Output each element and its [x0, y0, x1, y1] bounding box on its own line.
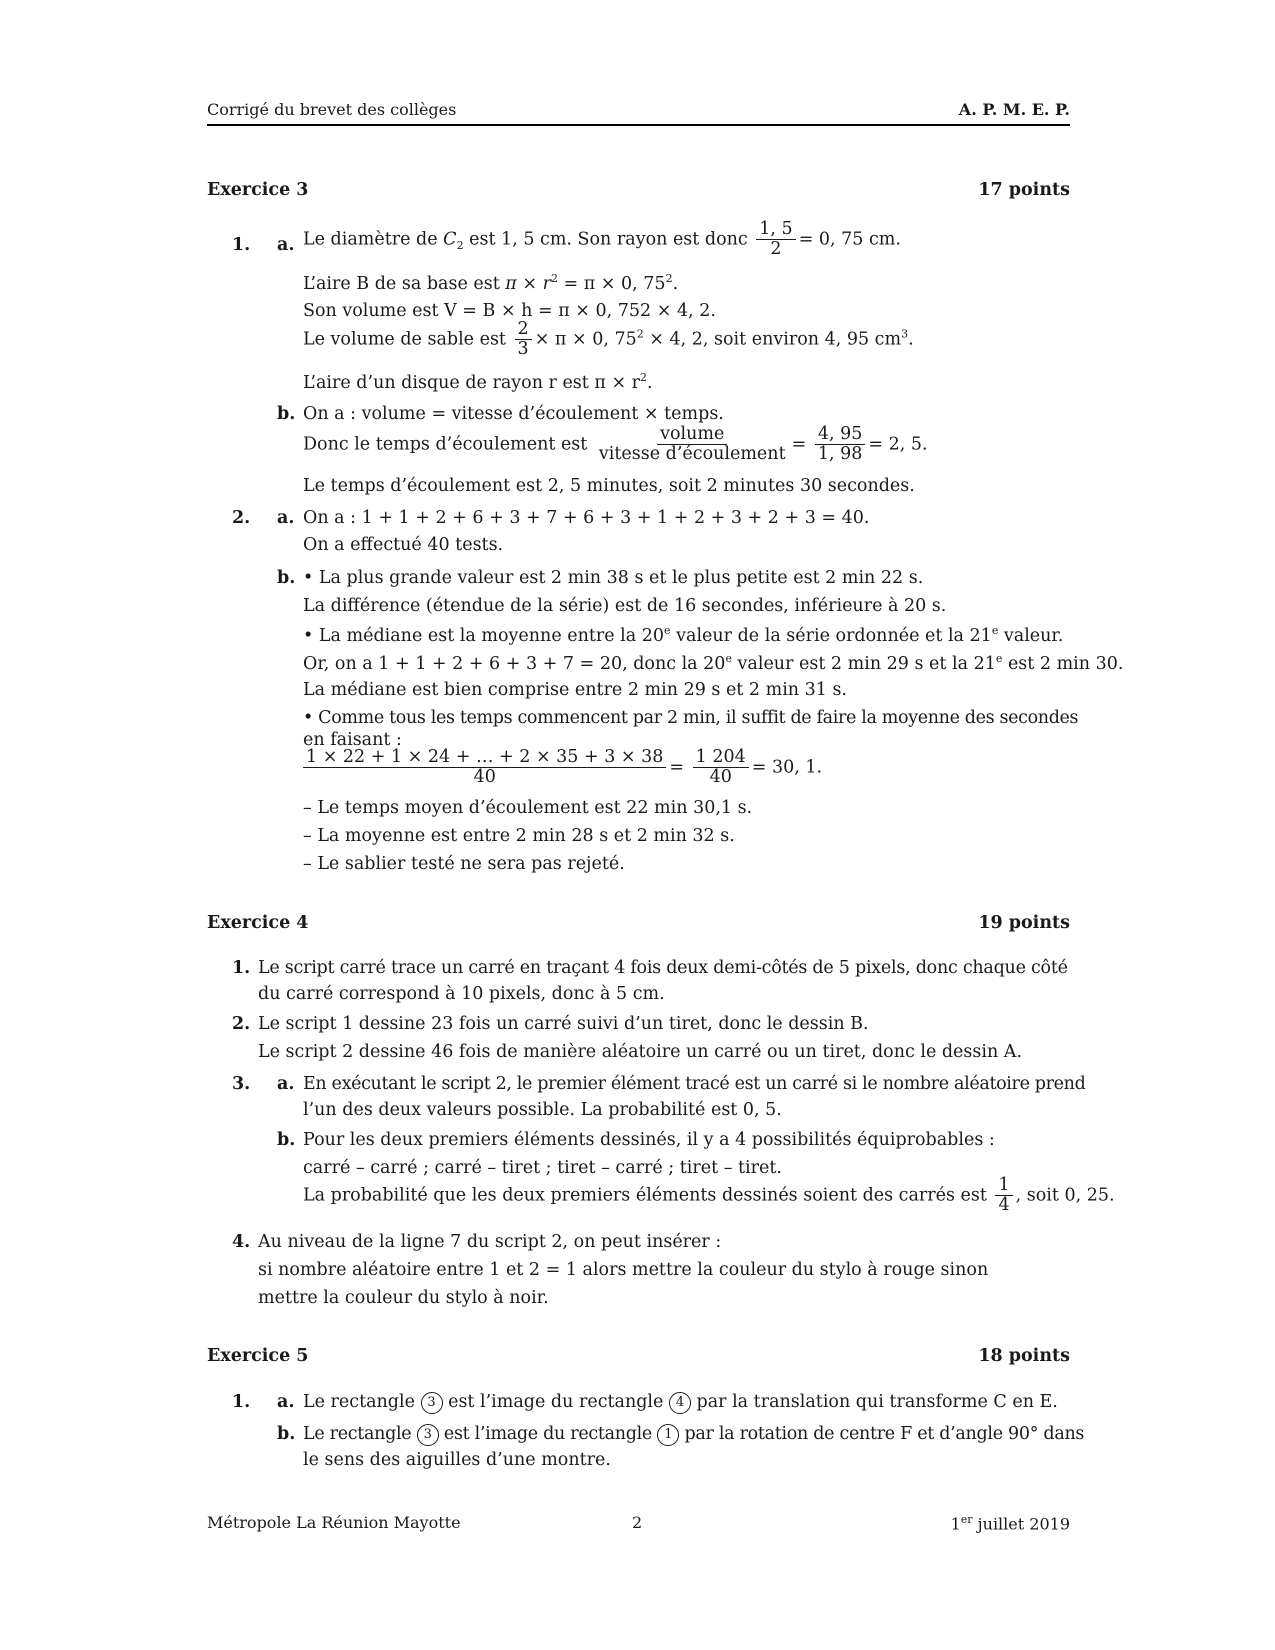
ex4-q2-line2: Le script 2 dessine 46 fois de manière aléatoire un carré ou un tiret, donc le dessin A.	[258, 1042, 1023, 1062]
ex3-q2b-line5: La médiane est bien comprise entre 2 min 29 s et 2 min 31 s.	[303, 680, 847, 700]
ex3-q2b-line2: La différence (étendue de la série) est de 16 secondes, inférieure à 20 s.	[303, 596, 947, 616]
header-rule	[207, 124, 1070, 126]
ex3-q1-number: 1.	[232, 235, 251, 255]
ex5-q1b-line2: le sens des aiguilles d’une montre.	[303, 1450, 611, 1470]
ex3-q1a-line1: Le diamètre de $C_2$ est 1, 5 cm. Son rayon est donc $\frac{1, 5}{2}$ = 0, 75 cm.	[303, 219, 901, 260]
page-number: 2	[632, 1513, 643, 1532]
ex4-q3a-label: a.	[277, 1074, 295, 1094]
ex3-q2b-line10: – La moyenne est entre 2 min 28 s et 2 min 32 s.	[303, 826, 735, 846]
mean-value-fraction: $\frac{1 204}{40}$	[693, 748, 749, 788]
ex3-q1b-line2: Donc le temps d’écoulement est $\frac{\text{volume}}{\text{vitesse d’écoulement}}$ = $\frac{4, 95}{1, 98}$ = 2, 5.	[303, 424, 928, 465]
ex3-q1b-line3: Le temps d’écoulement est 2, 5 minutes, soit 2 minutes 30 secondes.	[303, 476, 915, 496]
ex3-q2a-line2: On a effectué 40 tests.	[303, 535, 504, 555]
quarter-fraction: $\frac{1}{4}$	[995, 1176, 1012, 1216]
ex4-q2-number: 2.	[232, 1014, 251, 1034]
ex3-points: 17 points	[978, 180, 1070, 200]
ex3-q2-number: 2.	[232, 508, 251, 528]
time-value-fraction: $\frac{4, 95}{1, 98}$	[815, 425, 866, 465]
footer-date: 1er juillet 2019	[950, 1513, 1070, 1534]
time-fraction: $\frac{\text{volume}}{\text{vitesse d’écoulement}}$	[598, 424, 786, 465]
two-thirds-fraction: $\frac{2}{3}$	[515, 320, 532, 360]
ex5-q1b-label: b.	[277, 1424, 296, 1444]
ex4-q4-line1: Au niveau de la ligne 7 du script 2, on peut insérer :	[258, 1232, 722, 1252]
ex4-q1-number: 1.	[232, 958, 251, 978]
ex4-q3b-line3: La probabilité que les deux premiers éléments dessinés soient des carrés est $\frac{1}{4}$ , soit 0, 25.	[303, 1175, 1115, 1216]
ex3-title: Exercice 3	[207, 180, 309, 200]
ex4-q4-line2: si nombre aléatoire entre 1 et 2 = 1 alors mettre la couleur du stylo à rouge sinon	[258, 1260, 989, 1280]
ex3-q2a-line1: On a : 1 + 1 + 2 + 6 + 3 + 7 + 6 + 3 + 1 + 2 + 3 + 2 + 3 = 40.	[303, 508, 870, 528]
ex5-q1b-line1: Le rectangle 3 est l’image du rectangle 1 par la rotation de centre F et d’angle 90° dans	[303, 1424, 1085, 1444]
ex3-q1b-label: b.	[277, 404, 296, 424]
ex4-q1-line1: Le script carré trace un carré en traçant 4 fois deux demi-côtés de 5 pixels, donc chaque côté	[258, 958, 1068, 978]
ex4-q3b-label: b.	[277, 1130, 296, 1150]
footer-left: Métropole La Réunion Mayotte	[207, 1513, 461, 1532]
ex5-title: Exercice 5	[207, 1346, 309, 1366]
header-left: Corrigé du brevet des collèges	[207, 100, 457, 119]
radius-fraction: $\frac{1, 5}{2}$	[756, 220, 795, 260]
ex3-q2a-label: a.	[277, 508, 295, 528]
ex3-q2b-mean-formula: $\frac{1 \times 22 + 1 \times 24 + \dots + 2 \times 35 + 3 \times 38}{40}$ = $\frac{1 204}{40}$ = 30, 1.	[300, 748, 822, 788]
header-right: A. P. M. E. P.	[958, 100, 1070, 119]
ex3-q1a-line3: Son volume est V = B × h = π × 0, 752 × 4, 2.	[303, 301, 716, 321]
ex4-q4-line3: mettre la couleur du stylo à noir.	[258, 1288, 549, 1308]
mean-fraction: $\frac{1 \times 22 + 1 \times 24 + \dots + 2 \times 35 + 3 \times 38}{40}$	[303, 748, 666, 788]
circled-three: 3	[417, 1424, 439, 1446]
circled-one: 1	[657, 1424, 679, 1446]
ex5-points: 18 points	[978, 1346, 1070, 1366]
ex4-q2-line1: Le script 1 dessine 23 fois un carré suivi d’un tiret, donc le dessin B.	[258, 1014, 869, 1034]
ex3-q1a-line2: L’aire B de sa base est $\pi \times r^2 = \pi \times 0$, $75^2$.	[303, 272, 679, 294]
ex4-q3a-line2: l’un des deux valeurs possible. La probabilité est 0, 5.	[303, 1100, 782, 1120]
ex4-q3-number: 3.	[232, 1074, 251, 1094]
ex3-q2b-line7: en faisant :	[303, 730, 402, 750]
ex4-q1-line2: du carré correspond à 10 pixels, donc à 5 cm.	[258, 984, 665, 1004]
ex3-q1a-line5: L’aire d’un disque de rayon r est $\pi \times r^2$.	[303, 371, 653, 393]
circled-three: 3	[421, 1392, 443, 1414]
ex5-q1-number: 1.	[232, 1392, 251, 1412]
ex4-q3b-line1: Pour les deux premiers éléments dessinés, il y a 4 possibilités équiprobables :	[303, 1130, 995, 1150]
ex5-q1a-line: Le rectangle 3 est l’image du rectangle 4 par la translation qui transforme C en E.	[303, 1392, 1058, 1412]
circled-four: 4	[669, 1392, 691, 1414]
ex3-q2b-line1: • La plus grande valeur est 2 min 38 s et le plus petite est 2 min 22 s.	[303, 568, 924, 588]
ex3-q2b-line4: Or, on a 1 + 1 + 2 + 6 + 3 + 7 = 20, donc la 20e valeur est 2 min 29 s et la 21e est 2 min 30.	[303, 652, 1124, 674]
ex3-q1a-line4: Le volume de sable est $\frac{2}{3}$ × π × 0, $75^2 \times 4$, 2, soit environ 4, 95 $cm^3$.	[303, 319, 914, 360]
ex5-q1a-label: a.	[277, 1392, 295, 1412]
ex4-points: 19 points	[978, 913, 1070, 933]
ex3-q1b-line1: On a : volume = vitesse d’écoulement × temps.	[303, 404, 724, 424]
ex3-q2b-line3: • La médiane est la moyenne entre la 20e valeur de la série ordonnée et la 21e valeur.	[303, 624, 1064, 646]
ex4-q3b-line2: carré – carré ; carré – tiret ; tiret – carré ; tiret – tiret.	[303, 1158, 782, 1178]
ex3-q2b-line9: – Le temps moyen d’écoulement est 22 min 30,1 s.	[303, 798, 753, 818]
ex3-q2b-line6: • Comme tous les temps commencent par 2 min, il suffit de faire la moyenne des secondes	[303, 708, 1079, 728]
ex4-q4-number: 4.	[232, 1232, 251, 1252]
ex4-q3a-line1: En exécutant le script 2, le premier élément tracé est un carré si le nombre aléatoire prend	[303, 1074, 1086, 1094]
ex3-q1a-label: a.	[277, 235, 295, 255]
ex3-q2b-line11: – Le sablier testé ne sera pas rejeté.	[303, 854, 625, 874]
ex3-q2b-label: b.	[277, 568, 296, 588]
ex4-title: Exercice 4	[207, 913, 309, 933]
